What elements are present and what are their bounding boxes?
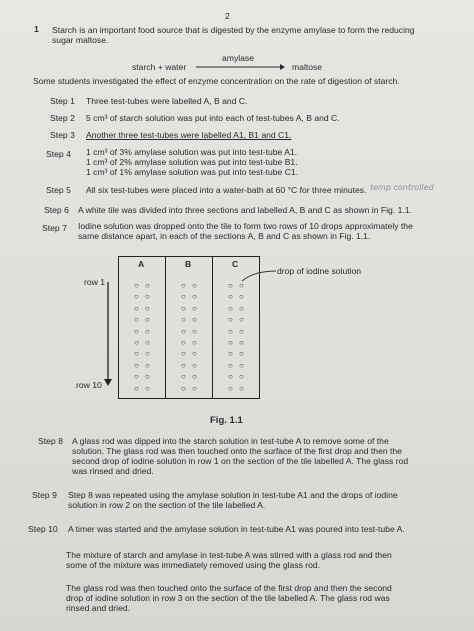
- step-9-line-1: Step 8 was repeated using the amylase solution in test-tube A1 and the drops of iodine: [68, 490, 398, 500]
- iodine-drop-pair: ○ ○: [181, 360, 199, 370]
- iodine-drop-pair: ○ ○: [228, 303, 246, 313]
- iodine-drop-pair: ○ ○: [134, 337, 152, 347]
- step-3-text: Another three test-tubes were labelled A1, B1 and C1.: [86, 130, 292, 140]
- iodine-drop-pair: ○ ○: [134, 315, 152, 325]
- equation-reactants: starch + water: [132, 62, 187, 72]
- step-1-text: Three test-tubes were labelled A, B and C.: [86, 96, 248, 106]
- iodine-drop-pair: ○ ○: [228, 292, 246, 302]
- iodine-drop-pair: ○ ○: [134, 349, 152, 359]
- equation-arrow: [194, 62, 286, 72]
- iodine-drop-pair: ○ ○: [134, 372, 152, 382]
- iodine-drop-pair: ○ ○: [228, 349, 246, 359]
- step-10-para-1-line-2: some of the mixture was immediately removed using the glass rod.: [66, 560, 321, 570]
- iodine-drop-pair: ○ ○: [181, 303, 199, 313]
- step-1-label: Step 1: [50, 96, 75, 106]
- step-9-label: Step 9: [32, 490, 57, 500]
- iodine-drop-pair: ○ ○: [181, 349, 199, 359]
- drop-label-leader: [240, 268, 280, 284]
- iodine-drop-pair: ○ ○: [134, 360, 152, 370]
- drops-section-c: [228, 280, 246, 394]
- step-7-label: Step 7: [42, 223, 67, 233]
- handwritten-note: temp controlled: [370, 183, 434, 192]
- iodine-drop-pair: ○ ○: [181, 315, 199, 325]
- iodine-drop-pair: ○ ○: [134, 326, 152, 336]
- iodine-drop-pair: ○ ○: [181, 372, 199, 382]
- column-label-b: B: [185, 259, 192, 269]
- drop-label: drop of iodine solution: [277, 266, 362, 276]
- intro-line-2: sugar maltose.: [52, 35, 109, 45]
- step-10-label: Step 10: [28, 524, 58, 534]
- step-10-para-2-line-1: The glass rod was then touched onto the surface of the first drop and then the second: [66, 583, 392, 593]
- white-tile: [118, 256, 260, 399]
- step-4-line-3: 1 cm³ of 1% amylase solution was put into test-tube C1.: [86, 167, 299, 177]
- column-label-c: C: [232, 259, 239, 269]
- step-6-text: A white tile was divided into three sections and labelled A, B and C as shown in Fig. 1.1.: [78, 205, 412, 215]
- step-8-line-1: A glass rod was dipped into the starch solution in test-tube A to remove some of the: [72, 436, 389, 446]
- step-2-label: Step 2: [50, 113, 75, 123]
- iodine-drop-pair: ○ ○: [181, 326, 199, 336]
- step-8-line-4: was rinsed and dried.: [72, 466, 154, 476]
- step-4-line-1: 1 cm³ of 3% amylase solution was put into test-tube A1.: [86, 147, 298, 157]
- step-10-para-2-line-3: rinsed and dried.: [66, 603, 131, 613]
- step-7-line-2: same distance apart, in each of the sections A, B and C as shown in Fig. 1.1.: [78, 231, 371, 241]
- iodine-drop-pair: ○ ○: [134, 281, 152, 290]
- iodine-drop-pair: ○ ○: [134, 292, 152, 302]
- step-6-label: Step 6: [44, 205, 69, 215]
- step-4-label: Step 4: [46, 149, 71, 159]
- step-2-text: 5 cm³ of starch solution was put into each of test-tubes A, B and C.: [86, 113, 340, 123]
- iodine-drop-pair: ○ ○: [228, 326, 246, 336]
- intro-line-1: Starch is an important food source that is digested by the enzyme amylase to form the reducing: [52, 25, 415, 35]
- iodine-drop-pair: ○ ○: [228, 383, 246, 393]
- row-direction-arrow: [104, 280, 114, 388]
- step-4-line-2: 1 cm³ of 2% amylase solution was put into test-tube B1.: [86, 157, 298, 167]
- step-10-para-1-line-1: The mixture of starch and amylase in test-tube A was stirred with a glass rod and then: [66, 550, 392, 560]
- step-8-line-3: second drop of iodine solution in row 1 on the section of the tile labelled A. The glass rod: [72, 456, 409, 466]
- column-label-a: A: [138, 259, 145, 269]
- iodine-drop-pair: ○ ○: [228, 360, 246, 370]
- equation-products: maltose: [292, 62, 323, 72]
- iodine-drop-pair: ○ ○: [134, 303, 152, 313]
- equation-catalyst: amylase: [222, 53, 254, 63]
- iodine-drop-pair: ○ ○: [181, 281, 199, 290]
- question-number: 1: [34, 24, 39, 34]
- page-number: 2: [225, 11, 230, 21]
- step-10-text: A timer was started and the amylase solution in test-tube A1 was poured into test-tube A.: [68, 524, 405, 534]
- step-8-line-2: solution. The glass rod was then touched onto the surface of the first drop and then the: [72, 446, 402, 456]
- investigation-text: Some students investigated the effect of enzyme concentration on the rate of digestion of starch.: [33, 76, 400, 86]
- iodine-drop-pair: ○ ○: [228, 281, 246, 290]
- iodine-drop-pair: ○ ○: [181, 337, 199, 347]
- figure-caption: Fig. 1.1: [210, 415, 243, 426]
- iodine-drop-pair: ○ ○: [181, 383, 199, 393]
- iodine-drop-pair: ○ ○: [181, 292, 199, 302]
- row-1-label: row 1: [84, 277, 106, 287]
- iodine-drop-pair: ○ ○: [228, 337, 246, 347]
- tile-divider-2: [212, 257, 213, 398]
- drops-section-a: [134, 280, 152, 394]
- iodine-drop-pair: ○ ○: [228, 315, 246, 325]
- iodine-drop-pair: ○ ○: [134, 383, 152, 393]
- step-5-text: All six test-tubes were placed into a water-bath at 60 °C for three minutes.: [86, 185, 367, 195]
- step-7-line-1: Iodine solution was dropped onto the tile to form two rows of 10 drops approximately the: [78, 221, 413, 231]
- drops-section-b: [181, 280, 199, 394]
- step-8-label: Step 8: [38, 436, 63, 446]
- step-3-label: Step 3: [50, 130, 75, 140]
- step-5-label: Step 5: [46, 185, 71, 195]
- iodine-drop-pair: ○ ○: [228, 372, 246, 382]
- row-10-label: row 10: [76, 380, 102, 390]
- step-10-para-2-line-2: drop of iodine solution in row 3 on the section of the tile labelled A. The glass rod was: [66, 593, 390, 603]
- tile-divider-1: [165, 257, 166, 398]
- step-9-line-2: solution in row 2 on the section of the tile labelled A.: [68, 500, 266, 510]
